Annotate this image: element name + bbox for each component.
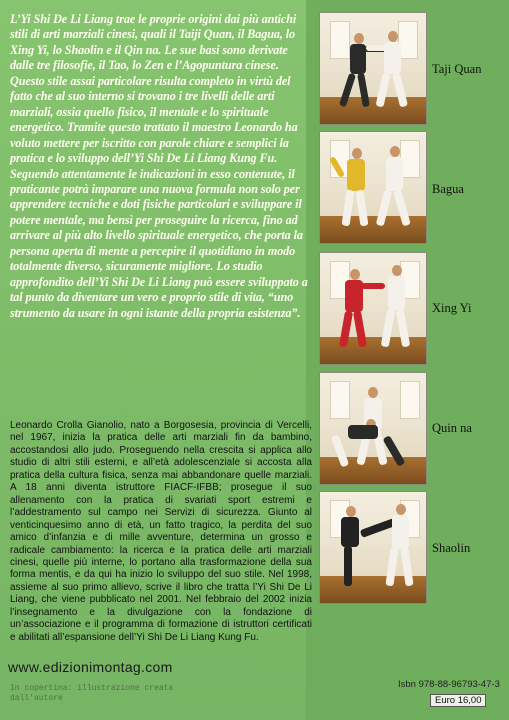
- isbn-code: Isbn 978-88-96793-47-3: [398, 679, 500, 690]
- publisher-website: www.edizionimontag.com: [8, 659, 173, 675]
- shaolin-photo: [319, 491, 427, 604]
- cover-credit: In copertina: illustrazione creata dall’autore: [10, 684, 174, 703]
- label-xing-yi: Xing Yi: [432, 301, 472, 315]
- xing-yi-photo: [319, 252, 427, 365]
- label-taji-quan: Taji Quan: [432, 62, 482, 76]
- label-bagua: Bagua: [432, 182, 464, 196]
- quin-na-photo: [319, 372, 427, 485]
- label-quin-na: Quin na: [432, 421, 472, 435]
- author-bio: Leonardo Crolla Gianolio, nato a Borgosesia, provincia di Vercelli, nel 1967, inizia la pratica delle arti marziali fin da bambino, accostandosi allo judo. Proseguendo nella crescita si applica allo studio di altri stili esterni, e all’età adolescenziale si accosta alla pratica della cultura fisica, senza mai abbandonare quelle marziali. A 18 anni diventa istruttore FIACF-IFBB; prosegue il suo allenamento con la pratica di svariati sport estremi e l’addestramento sul campo nei Servizi di sicurezza. Giunto al venticinquesimo anno di età, un fatto tragico, la perdita del suo amico d’infanzia e di mille avventure, determina un grosso e radicale cambiamento: la ricerca e la pratica delle arti marziali cinesi, quelle più interne, lo portano alla trasformazione della sua forma mentis, e da qui ha inizio lo sviluppo del suo stile. Nel 1998, assieme al suo primo allievo, scrive il libro che tratta l’Yi Shi De Li Liang, che viene pubblicato nel 2001. Nel febbraio del 2002 inizia l’insegnamento e la divulgazione con la fondazione di un’associazione e il programma di formazione di istruttori certificati e abilitati all’espansione dell’Yi Shi De Li Liang Kung Fu.: [10, 420, 312, 643]
- bagua-photo: [319, 131, 427, 244]
- taiji-quan-photo: [319, 12, 427, 125]
- label-shaolin: Shaolin: [432, 541, 471, 555]
- intro-paragraph: L’Yi Shi De Li Liang trae le proprie origini dai più antichi stili di arti marziali cinesi, quali il Taiji Quan, il Bagua, lo Xing Yi, lo Shaolin e il Qin na. Le sue basi sono derivate dalle tre filosofie, il Tao, lo Zen e l’Agopuntura cinese. Questo stile assai particolare risulta completo in virtù del fatto che al suo interno si trovano i tre livelli delle arti marziali, ossia quello fisico, il mentale e lo spirituale energetico. Tramite questo trattato il maestro Leonardo ha voluto mettere per iscritto con parole chiare e semplici la pratica e lo sviluppo dell’Yi Shi De Li Liang Kung Fu. Seguendo attentamente le indicazioni in esso contenute, il praticante potrà imparare una nuova formula non solo per apprendere tecniche e doti fisiche particolari e sviluppare il potere mentale, ma bensì per proseguire la ricerca, fino ad arrivare al più alto livello spirituale energetico, che porta la persona aperta di mente a percepire il quotidiano in modo totalmente diverso, sicuramente migliore. Lo studio approfondito dell’Yi Shi De Li Liang può essere sviluppato a tal punto da diventare un vero e proprio stile di vita, “uno strumento da usare in ogni istante della propria esistenza”.: [10, 12, 308, 320]
- price-tag: Euro 16,00: [430, 694, 486, 707]
